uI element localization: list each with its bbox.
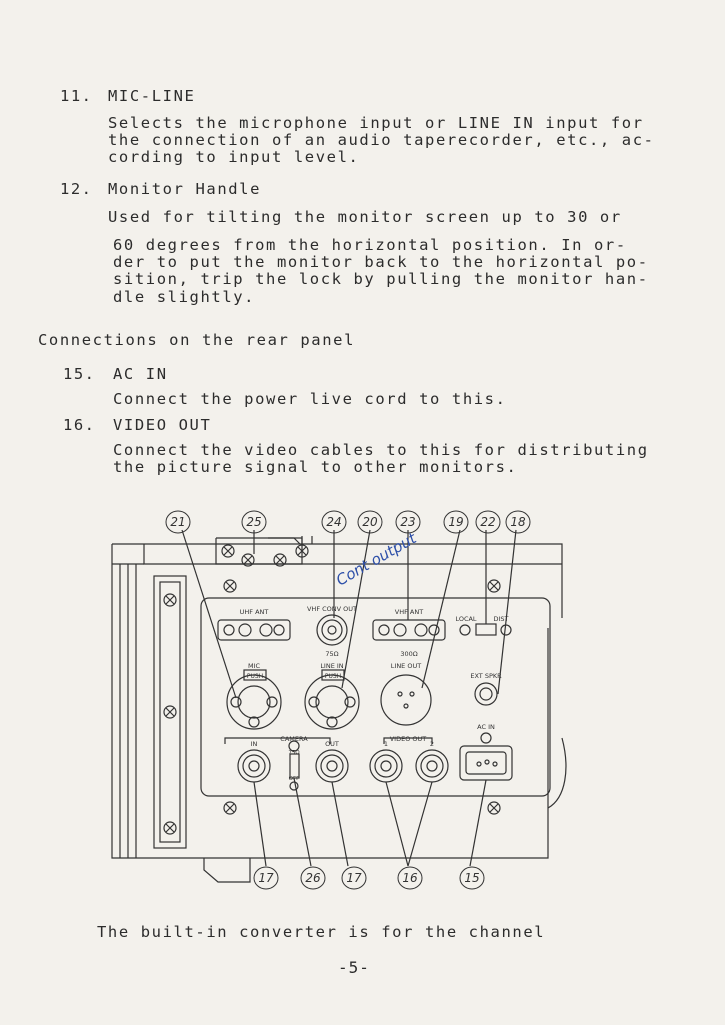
callout-17b: 17: [346, 871, 362, 885]
item-number-11: 11.: [60, 87, 93, 105]
screw-cross-icon: [490, 582, 498, 590]
label-uhf-ant: UHF ANT: [239, 608, 269, 616]
callout-17: 17: [258, 871, 274, 885]
section-heading: Connections on the rear panel: [38, 331, 356, 349]
item-title-mic-line: MIC-LINE: [108, 87, 196, 105]
label-vhf-conv-out: VHF CONV OUT: [306, 605, 358, 613]
label-camera: CAMERA: [280, 735, 308, 743]
callout-25: 25: [246, 515, 262, 529]
screw-cross-icon: [226, 582, 234, 590]
label-line-in: LINE IN: [320, 662, 344, 670]
callout-22: 22: [480, 515, 496, 529]
handwritten-note: Cont output: [333, 529, 420, 590]
item-body-line: sition, trip the lock by pulling the monitor han-: [113, 270, 649, 288]
item-number-12: 12.: [60, 180, 93, 198]
label-ac-in: AC IN: [477, 723, 495, 731]
callout-20: 20: [362, 515, 378, 529]
callout-15: 15: [464, 871, 480, 885]
label-camera-out: OUT: [325, 740, 339, 748]
item-body-line: the picture signal to other monitors.: [113, 458, 518, 476]
label-video-out-2: 2: [429, 740, 435, 748]
item-body-line: Selects the microphone input or LINE IN input for: [108, 114, 644, 132]
callout-16: 16: [402, 871, 418, 885]
screw-cross-icon: [244, 556, 252, 564]
item-body-line: 60 degrees from the horizontal position. In or-: [113, 236, 627, 254]
last-line: The built-in converter is for the channel: [97, 923, 546, 941]
label-switch-75: 75Ω: [288, 750, 300, 756]
label-vhf-ant: VHF ANT: [394, 608, 424, 616]
label-mic: MIC: [247, 662, 261, 670]
item-body-line: the connection of an audio taperecorder, etc., ac-: [108, 131, 655, 149]
item-body-line: der to put the monitor back to the horizontal po-: [113, 253, 649, 271]
item-number-15: 15.: [63, 365, 96, 383]
item-title-ac-in: AC IN: [113, 365, 168, 383]
item-body-line: cording to input level.: [108, 148, 360, 166]
label-dist: DIST: [493, 615, 509, 623]
callout-24: 24: [326, 515, 342, 529]
rear-panel-diagram: [108, 508, 570, 900]
label-ext-spkr: EXT SPKR: [470, 672, 502, 680]
screw-cross-icon: [276, 556, 284, 564]
item-body-line: Connect the power live cord to this.: [113, 390, 507, 408]
label-video-out: VIDEO OUT: [389, 735, 427, 743]
label-push: PUSH: [324, 673, 342, 680]
label-video-out-1: 1: [383, 740, 389, 748]
screw-cross-icon: [226, 804, 234, 812]
item-body-line: Used for tilting the monitor screen up to 30 or: [108, 208, 622, 226]
label-75-ohm: 75Ω: [325, 650, 339, 658]
screw-cross-icon: [166, 824, 174, 832]
item-number-16: 16.: [63, 416, 96, 434]
callout-18: 18: [510, 515, 526, 529]
item-title-monitor-handle: Monitor Handle: [108, 180, 262, 198]
label-switch-off: OFF: [288, 776, 300, 782]
callout-19: 19: [448, 515, 464, 529]
screw-cross-icon: [166, 596, 174, 604]
item-title-video-out: VIDEO OUT: [113, 416, 212, 434]
screw-cross-icon: [166, 708, 174, 716]
callout-26: 26: [305, 871, 321, 885]
label-local: LOCAL: [455, 615, 477, 623]
label-camera-in: IN: [250, 740, 258, 748]
callout-21: 21: [170, 515, 186, 529]
label-line-out: LINE OUT: [390, 662, 422, 670]
screw-cross-icon: [490, 804, 498, 812]
item-body-line: Connect the video cables to this for distributing: [113, 441, 649, 459]
callout-23: 23: [400, 515, 416, 529]
label-300-ohm: 300Ω: [400, 650, 418, 658]
item-body-line: dle slightly.: [113, 288, 256, 306]
screw-cross-icon: [224, 547, 232, 555]
label-push: PUSH: [246, 673, 264, 680]
page-number: -5-: [338, 958, 370, 977]
